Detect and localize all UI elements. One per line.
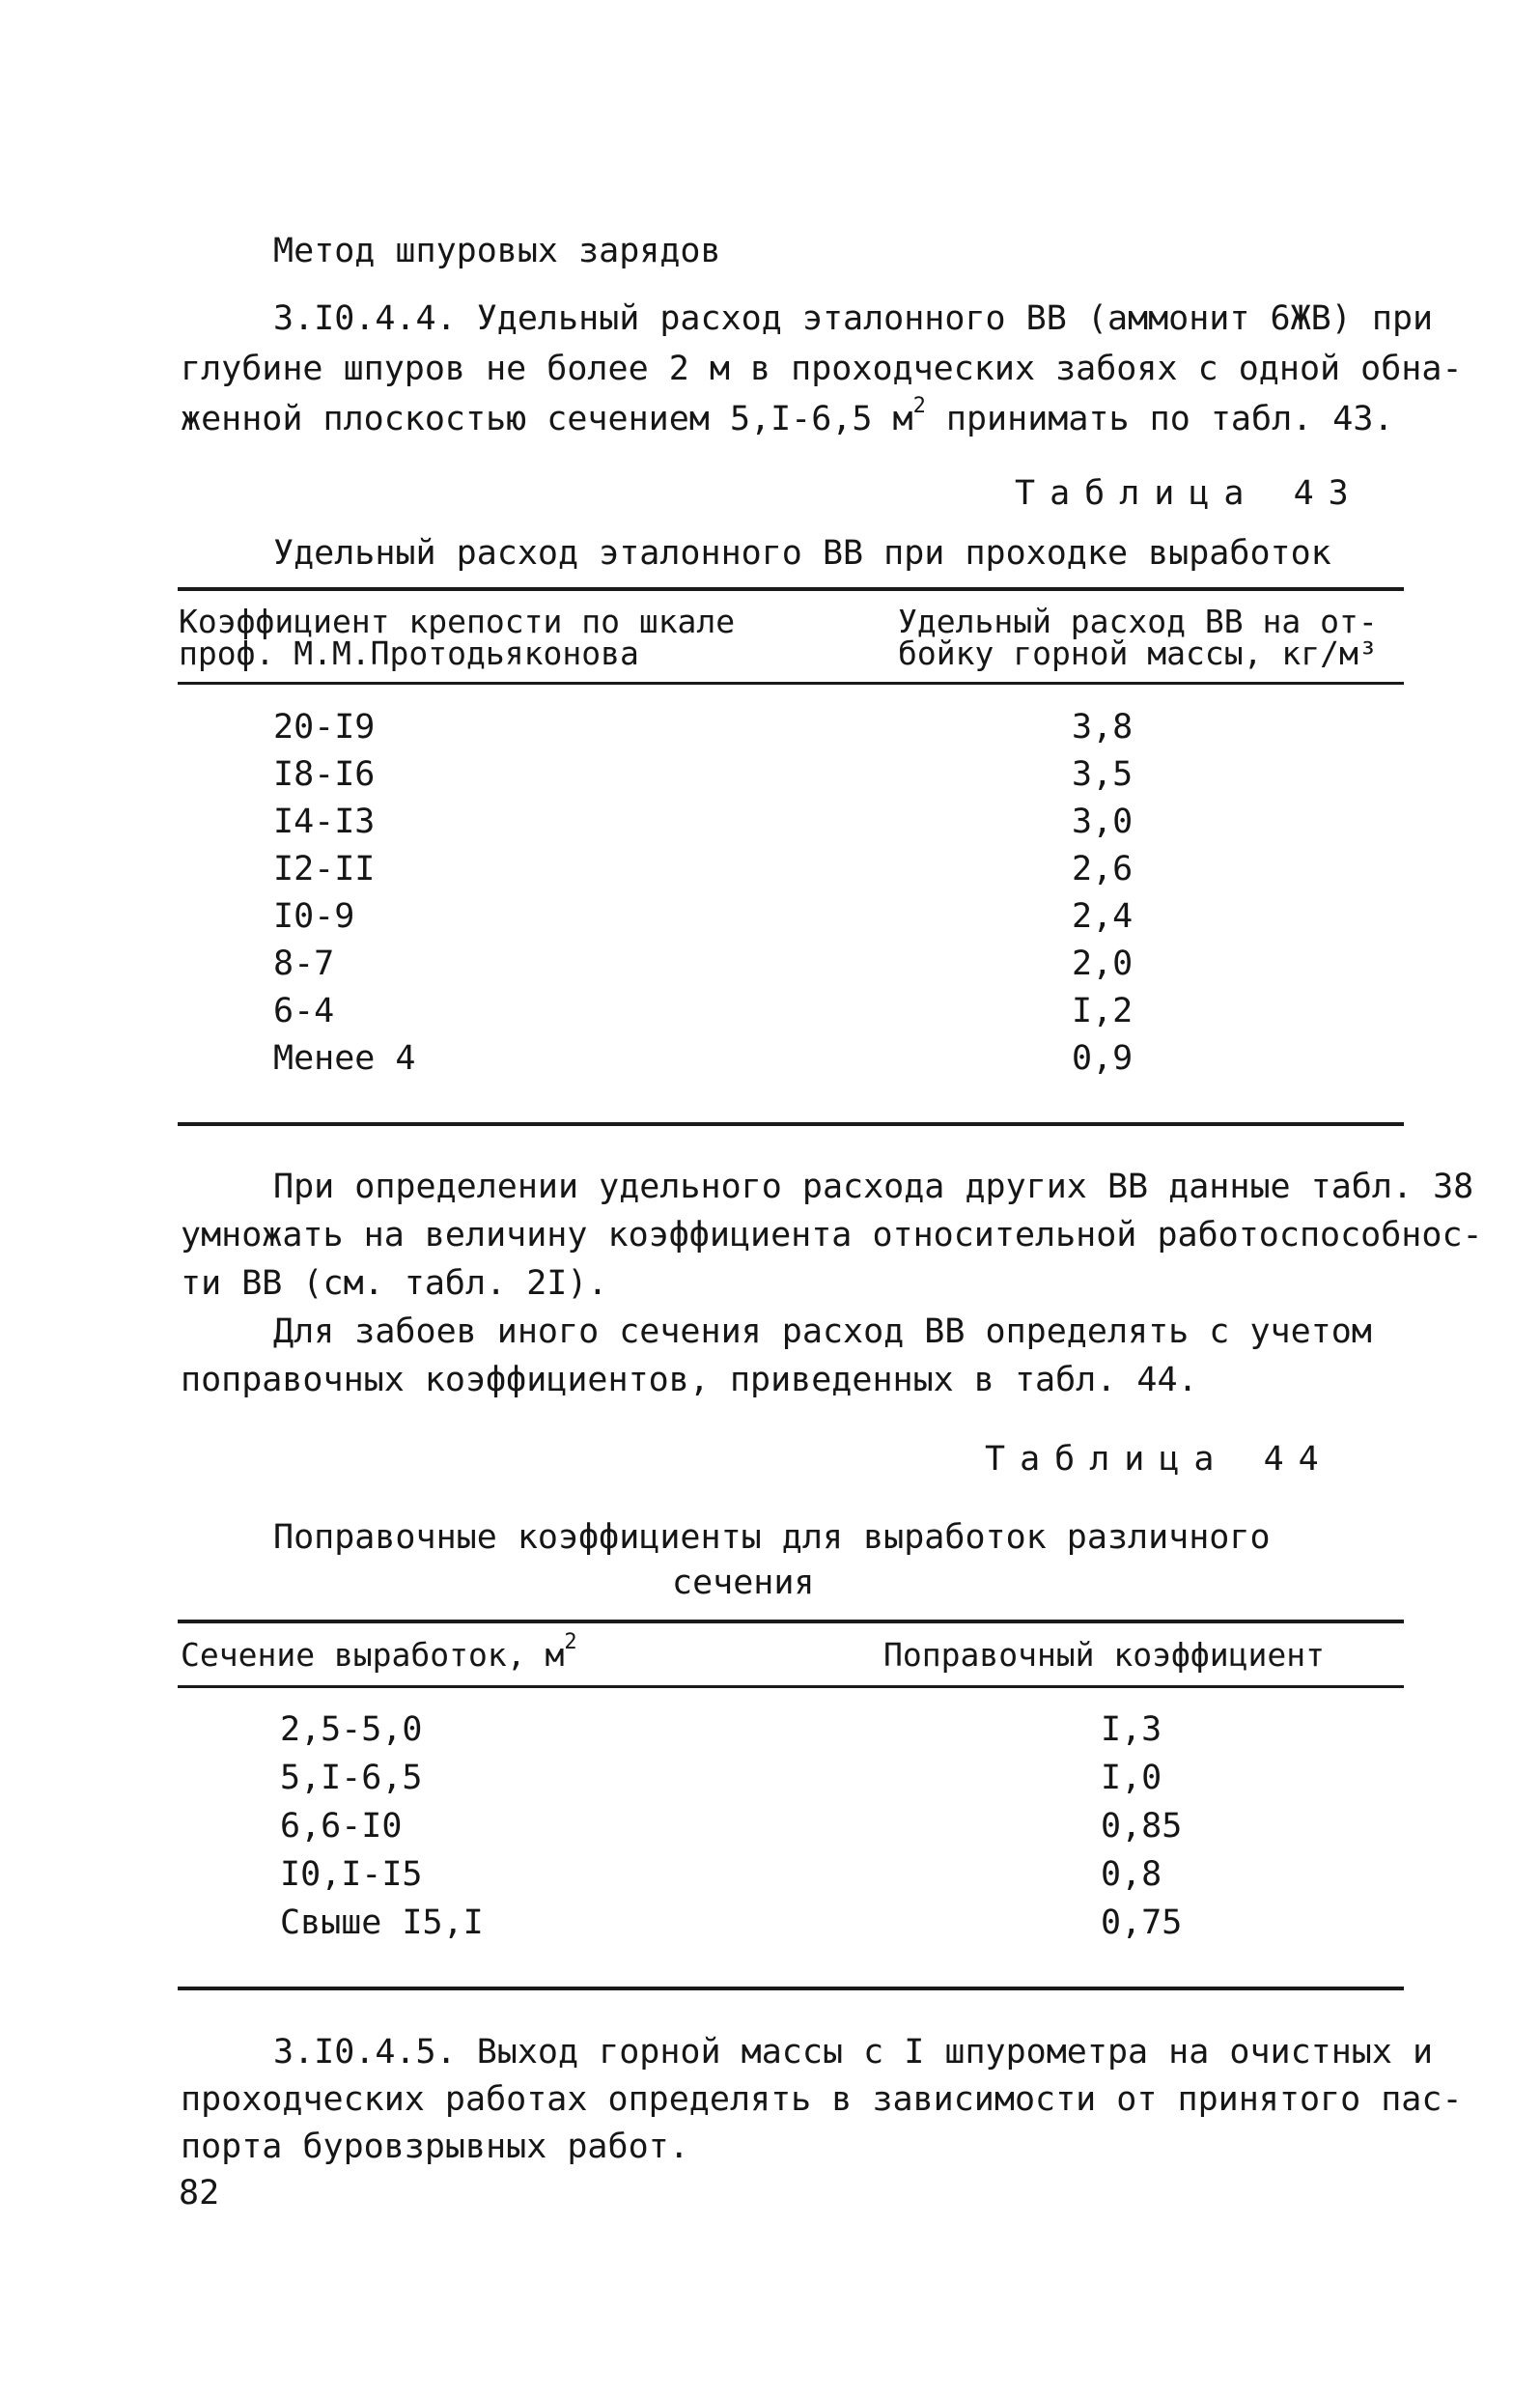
table-43-title: Удельный расход эталонного ВВ при проходке выработок	[273, 534, 1331, 573]
table-row-hardness: 6-4	[273, 992, 335, 1030]
col1-header-text: Сечение выработок, м	[181, 1636, 565, 1674]
table-43-top-rule	[178, 587, 1404, 591]
paragraph-other-sections-line-1: Для забоев иного сечения расход ВВ определять с учетом	[273, 1312, 1372, 1351]
table-row-consumption: 2,6	[1072, 850, 1134, 888]
table-44-header-rule	[178, 1685, 1404, 1688]
table-row-coefficient: 0,8	[1101, 1855, 1162, 1894]
table-44-bottom-rule	[178, 1987, 1404, 1990]
paragraph-3-10-4-5-line-3: порта буровзрывных работ.	[181, 2128, 689, 2166]
table-43-col2-header-2: бойку горной массы, кг/м³	[898, 634, 1378, 672]
paragraph-3-10-4-5-line-2: проходческих работах определять в зависимости от принятого пас-	[181, 2080, 1463, 2119]
table-row-hardness: 20-I9	[273, 708, 376, 747]
table-row-hardness: 8-7	[273, 944, 335, 983]
table-row-consumption: 3,8	[1072, 708, 1134, 747]
table-43-col1-header-1: Коэффициент крепости по шкале	[179, 603, 736, 640]
table-row-hardness: I8-I6	[273, 755, 376, 794]
table-row-consumption: I,2	[1072, 992, 1134, 1030]
line-3-text-end: принимать по табл. 43.	[925, 400, 1394, 438]
paragraph-other-sections-line-2: поправочных коэффициентов, приведенных в табл. 44.	[181, 1361, 1198, 1399]
table-43-header-rule	[178, 682, 1404, 685]
paragraph-other-vv-line-3: ти ВВ (см. табл. 2I).	[181, 1264, 608, 1303]
table-row-hardness: I4-I3	[273, 803, 376, 841]
table-row-section: 6,6-I0	[280, 1807, 403, 1846]
superscript: 2	[564, 1630, 577, 1654]
paragraph-3-10-4-4-line-3	[181, 394, 1394, 438]
page-number: 82	[179, 2174, 220, 2213]
table-row-coefficient: I,3	[1101, 1710, 1162, 1749]
paragraph-other-vv-line-1: При определении удельного расхода других ВВ данные табл. 38	[273, 1168, 1474, 1206]
table-row-hardness: Менее 4	[273, 1039, 416, 1078]
table-row-hardness: I0-9	[273, 897, 355, 936]
table-row-consumption: 3,5	[1072, 755, 1134, 794]
paragraph-3-10-4-4-line-2: глубине шпуров не более 2 м в проходческих забоях с одной обна-	[181, 350, 1463, 388]
table-44-title-1: Поправочные коэффициенты для выработок различного	[273, 1518, 1271, 1557]
table-row-consumption: 0,9	[1072, 1039, 1134, 1078]
table-43-col1-header-2: проф. М.М.Протодьяконова	[179, 634, 639, 672]
paragraph-3-10-4-4-line-1: 3.I0.4.4. Удельный расход эталонного ВВ (аммонит 6ЖВ) при	[273, 299, 1434, 338]
section-heading: Метод шпуровых зарядов	[273, 232, 721, 270]
superscript: 2	[912, 394, 926, 418]
line-3-text: женной плоскостью сечением 5,I-6,5 м	[181, 400, 913, 438]
table-row-consumption: 3,0	[1072, 803, 1134, 841]
table-43-label: Таблица 43	[1015, 474, 1363, 513]
table-row-coefficient: 0,85	[1101, 1807, 1183, 1846]
table-44-title-2: сечения	[672, 1564, 815, 1602]
table-43-bottom-rule	[178, 1122, 1404, 1126]
table-row-section: Свыше I5,I	[280, 1903, 484, 1942]
table-row-coefficient: I,0	[1101, 1759, 1162, 1797]
table-43-col2-header-1: Удельный расход ВВ на от-	[898, 603, 1378, 640]
table-row-consumption: 2,0	[1072, 944, 1134, 983]
paragraph-other-vv-line-2: умножать на величину коэффициента относительной работоспособнос-	[181, 1216, 1483, 1254]
table-row-section: 2,5-5,0	[280, 1710, 423, 1749]
table-row-coefficient: 0,75	[1101, 1903, 1183, 1942]
table-44-col2-header: Поправочный коэффициент	[883, 1636, 1325, 1674]
paragraph-3-10-4-5-line-1: 3.I0.4.5. Выход горной массы с I шпурометра на очистных и	[273, 2033, 1434, 2072]
table-row-consumption: 2,4	[1072, 897, 1134, 936]
table-44-top-rule	[178, 1620, 1404, 1623]
table-row-section: 5,I-6,5	[280, 1759, 423, 1797]
table-row-hardness: I2-II	[273, 850, 376, 888]
table-44-label: Таблица 44	[985, 1440, 1333, 1479]
table-row-section: I0,I-I5	[280, 1855, 423, 1894]
table-44-col1-header	[181, 1630, 577, 1674]
